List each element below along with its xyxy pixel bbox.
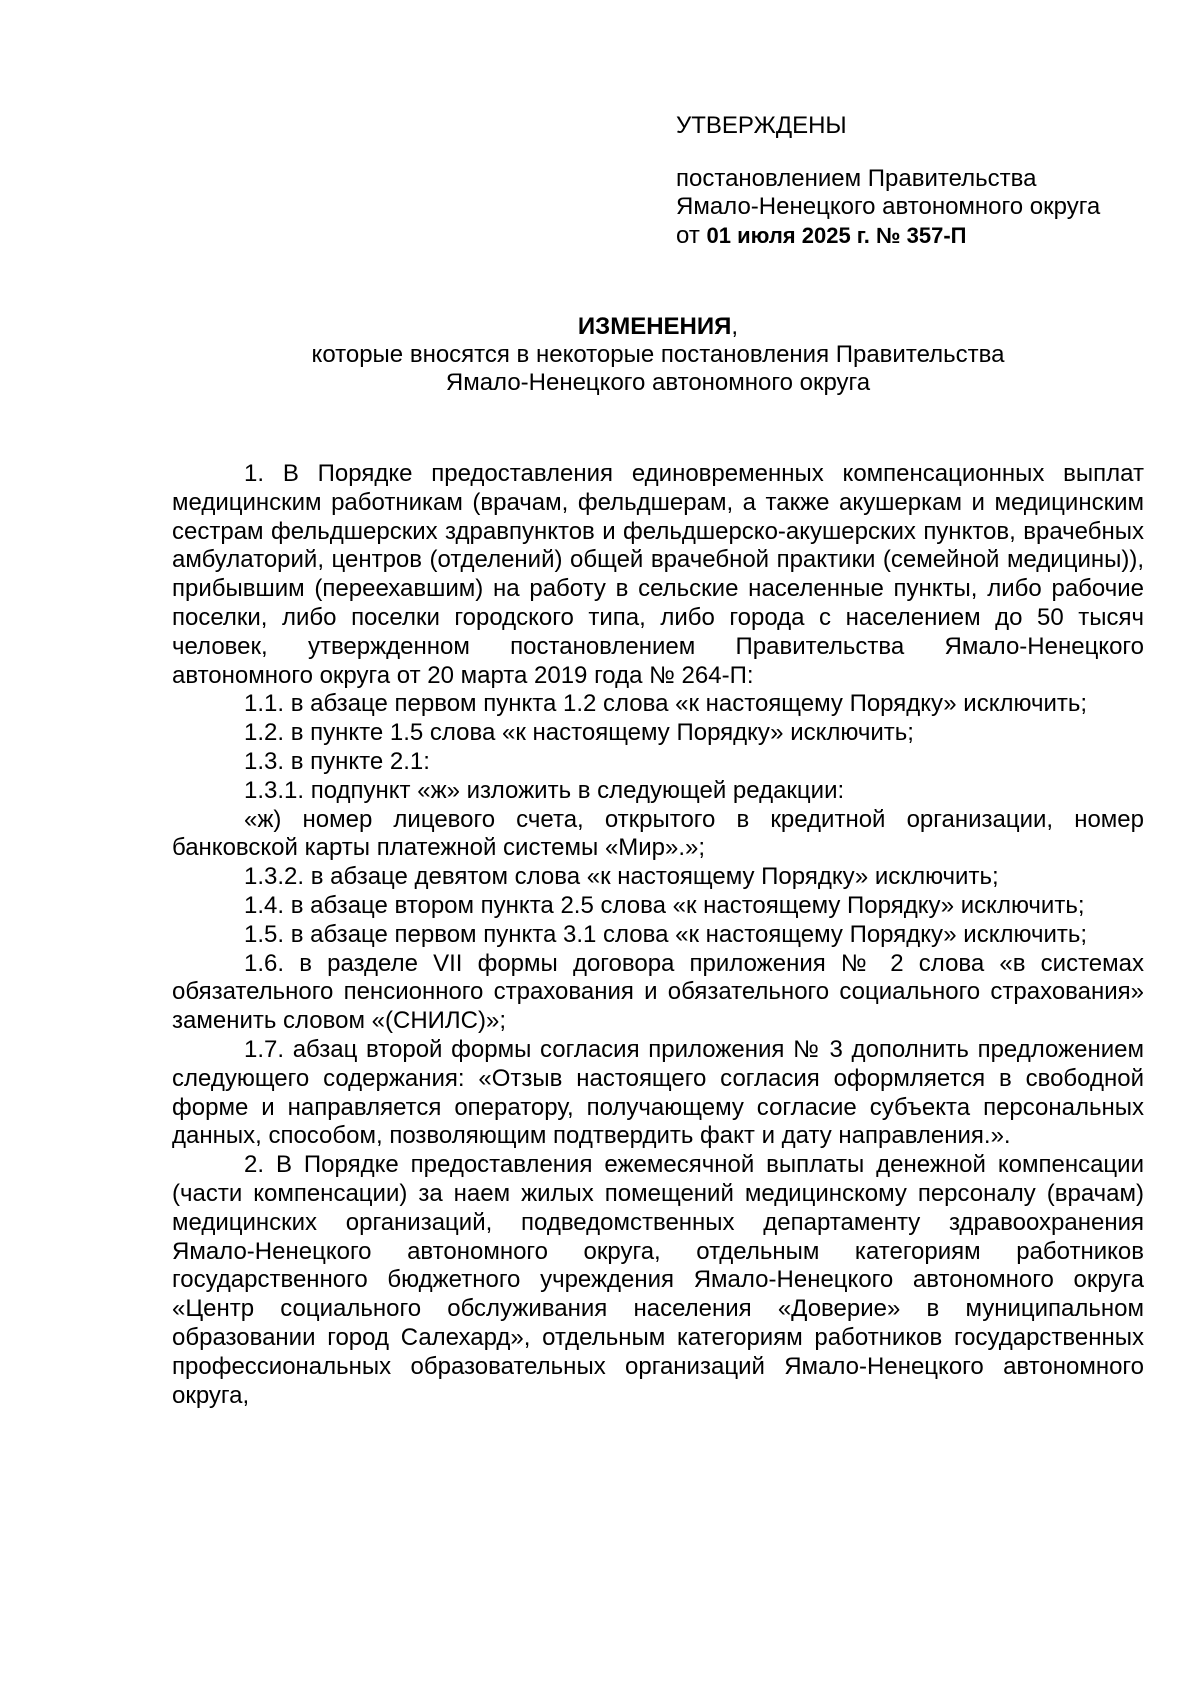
- paragraph: 1.7. абзац второй формы согласия приложения № 3 дополнить предложением следующего содержания: «Отзыв настоящего согласия оформляется в свободной форме и направляется оператору, получающему согласие субъекта персональных данных, способом, позволяющим подтвердить факт и дату направления.».: [172, 1035, 1144, 1150]
- number-sign: №: [869, 222, 907, 248]
- paragraph: 1.4. в абзаце втором пункта 2.5 слова «к настоящему Порядку» исключить;: [244, 891, 1085, 919]
- title-comma: ,: [731, 313, 739, 340]
- paragraph: 1.3. в пункте 2.1:: [244, 747, 430, 775]
- title-line: [172, 313, 1144, 341]
- document-title-block: [172, 313, 1144, 397]
- paragraph: 1.3.2. в абзаце девятом слова «к настоящему Порядку» исключить;: [244, 863, 999, 891]
- paragraph: 1.6. в разделе VII формы договора приложения № 2 слова «в системах обязательного пенсионного страхования и обязательного социального страхования» заменить словом «(СНИЛС)»;: [172, 949, 1144, 1035]
- paragraph: «ж) номер лицевого счета, открытого в кредитной организации, номер банковской карты платежной системы «Мир».»;: [172, 805, 1144, 862]
- resolution-number: 357-П: [906, 222, 967, 248]
- approval-line-1: постановлением Правительства: [676, 164, 1037, 192]
- paragraph: 1.3.1. подпункт «ж» изложить в следующей редакции:: [244, 776, 845, 804]
- approval-label: УТВЕРЖДЕНЫ: [676, 112, 847, 139]
- paragraph: 1.5. в абзаце первом пункта 3.1 слова «к настоящему Порядку» исключить;: [244, 920, 1088, 948]
- subtitle-line-2: Ямало-Ненецкого автономного округа: [445, 369, 871, 396]
- paragraph: 1.1. в абзаце первом пункта 1.2 слова «к настоящему Порядку» исключить;: [244, 690, 1088, 718]
- paragraph: 1. В Порядке предоставления единовременных компенсационных выплат медицинским работникам (врачам, фельдшерам, а также акушеркам и медицинским сестрам фельдшерских здравпунктов и фельдшерско-акушерских пунктов, врачебных амбулаторий, центров (отделений) общей врачебной практики (семейной медицины)), прибывшим (переехавшим) на работу в сельские населенные пункты, либо рабочие поселки, либо поселки городского типа, либо города с населением до 50 тысяч человек, утвержденном постановлением Правительства Ямало-Ненецкого автономного округа от 20 марта 2019 года № 264-П:: [172, 460, 1144, 689]
- paragraph: 2. В Порядке предоставления ежемесячной выплаты денежной компенсации (части компенсации) за наем жилых помещений медицинскому персоналу (врачам) медицинских организаций, подведомственных департаменту здравоохранения Ямало-Ненецкого автономного округа, отдельным категориям работников государственного бюджетного учреждения Ямало-Ненецкого автономного округа «Центр социального обслуживания населения «Доверие» в муниципальном образовании город Салехард», отдельным категориям работников государственных профессиональных образовательных организаций Ямало-Ненецкого автономного округа,: [172, 1151, 1144, 1409]
- subtitle-line-1: которые вносятся в некоторые постановления Правительства: [311, 341, 1005, 368]
- document-body: [172, 460, 1144, 1410]
- resolution-date: 01 июля 2025 г.: [706, 222, 870, 248]
- approval-block: [676, 112, 1176, 250]
- document-title: ИЗМЕНЕНИЯ: [577, 313, 732, 340]
- date-prefix: от: [676, 221, 707, 249]
- approval-line-2: Ямало-Ненецкого автономного округа: [676, 193, 1101, 220]
- approval-date-line: [676, 222, 1176, 251]
- paragraph: 1.2. в пункте 1.5 слова «к настоящему Порядку» исключить;: [244, 719, 914, 747]
